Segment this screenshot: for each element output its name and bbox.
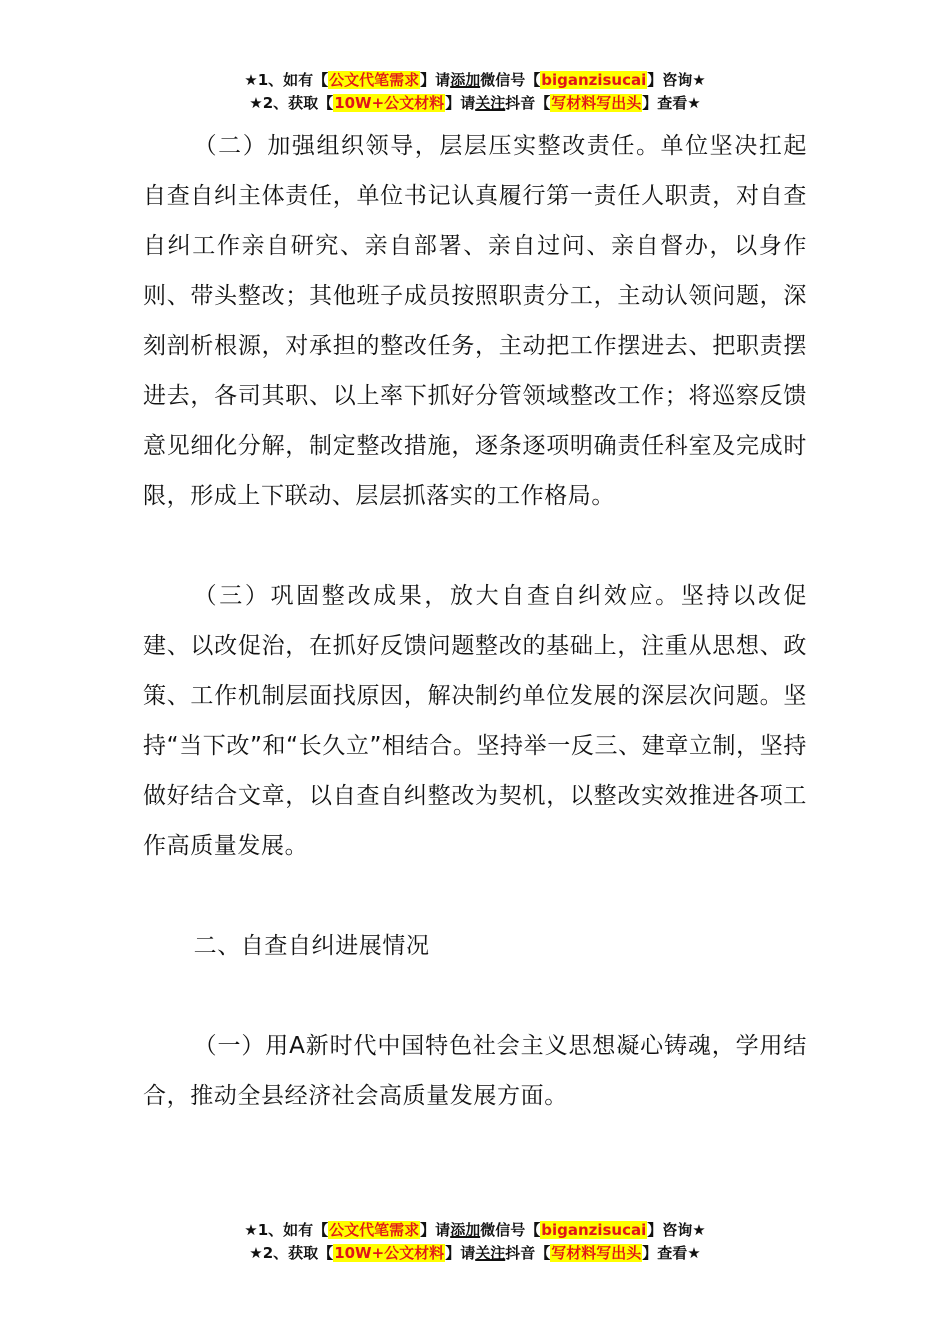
footer-highlight-wechat-id: biganzisucai (541, 1221, 647, 1239)
footer-highlight-service: 公文代笔需求 (329, 1221, 420, 1239)
paragraph-thought: （一）用A新时代中国特色社会主义思想凝心铸魂，学用结合，推动全县经济社会高质量发展方面。 (143, 1033, 807, 1109)
paragraph-consolidate: （三）巩固整改成果，放大自查自纠效应。坚持以改促建、以改促治，在抓好反馈问题整改的基础上，注重从思想、政策、工作机制层面找原因，解决制约单位发展的深层次问题。坚持“当下改”和“长久立”相结合。坚持举一反三、建章立制，坚持做好结合文章，以自查自纠整改为契机，以整改实效推进各项工作高质量发展。 (143, 583, 807, 859)
highlight-douyin-id: 写材料写出头 (551, 94, 642, 112)
footer-highlight-materials: 10W+公文材料 (334, 1244, 445, 1262)
highlight-service: 公文代笔需求 (329, 71, 420, 89)
footer-highlight-douyin-id: 写材料写出头 (551, 1244, 642, 1262)
section-heading: 二、自查自纠进展情况 (193, 933, 430, 959)
banner-line-1: ★1、如有【公文代笔需求】请添加微信号【biganzisucai】咨询★ (244, 71, 706, 89)
footer-banner (0, 1219, 950, 1265)
header-banner (0, 69, 950, 115)
highlight-wechat-id: biganzisucai (541, 71, 647, 89)
footer-line-1: ★1、如有【公文代笔需求】请添加微信号【biganzisucai】咨询★ (244, 1221, 706, 1239)
paragraph-organization: （二）加强组织领导，层层压实整改责任。单位坚决扛起自查自纠主体责任，单位书记认真履行第一责任人职责，对自查自纠工作亲自研究、亲自部署、亲自过问、亲自督办，以身作则、带头整改；其他班子成员按照职责分工，主动认领问题，深刻剖析根源，对承担的整改任务，主动把工作摆进去、把职责摆进去，各司其职、以上率下抓好分管领域整改工作；将巡察反馈意见细化分解，制定整改措施，逐条逐项明确责任科室及完成时限，形成上下联动、层层抓落实的工作格局。 (143, 133, 807, 509)
footer-line-2: ★2、获取【10W+公文材料】请关注抖音【写材料写出头】查看★ (249, 1244, 701, 1262)
document-body (143, 121, 807, 1121)
highlight-materials: 10W+公文材料 (334, 94, 445, 112)
banner-line-2: ★2、获取【10W+公文材料】请关注抖音【写材料写出头】查看★ (249, 94, 701, 112)
